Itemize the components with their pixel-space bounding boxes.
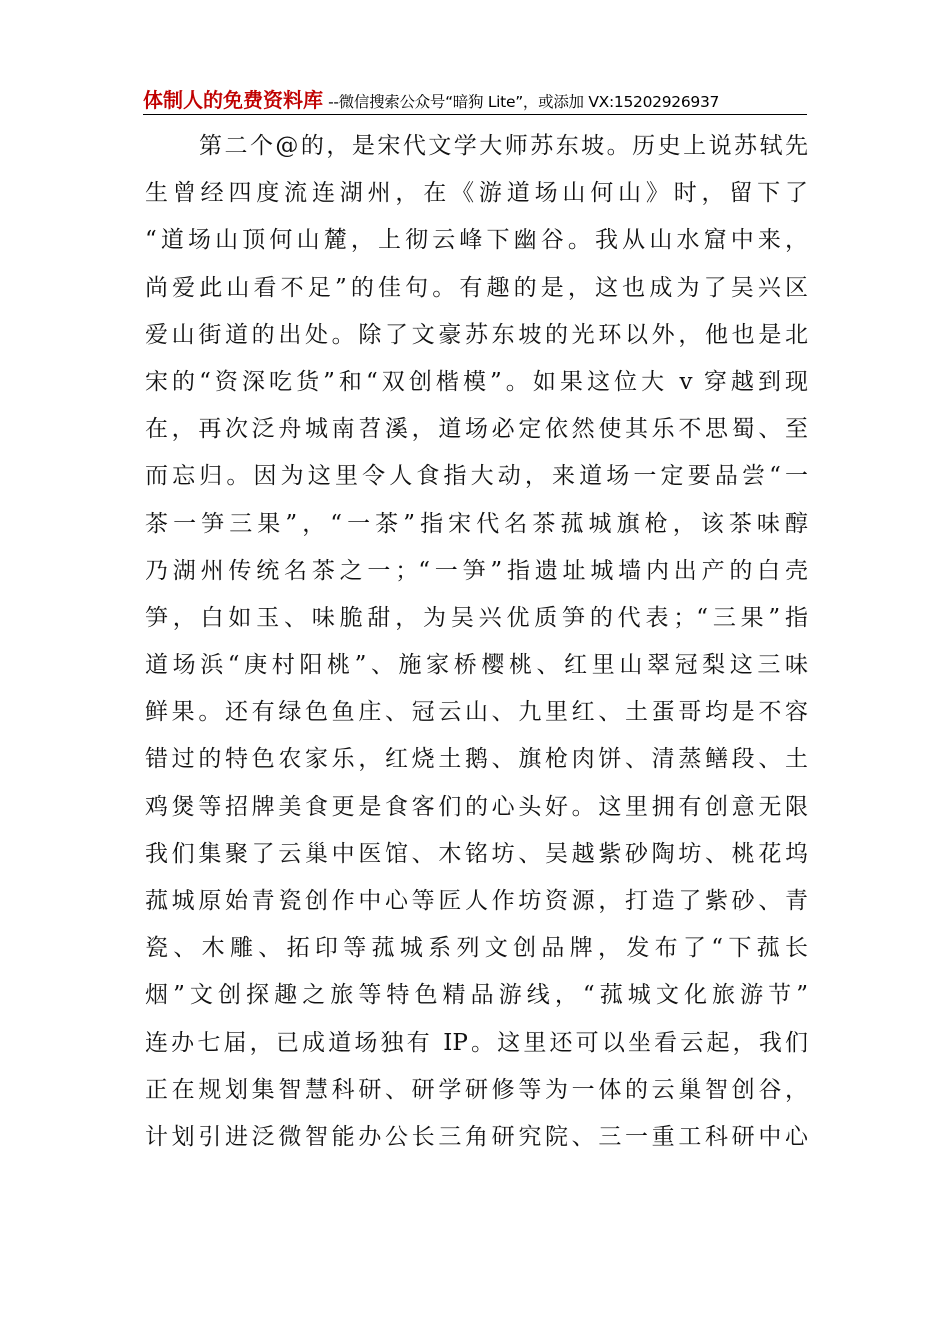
paragraph-line: 在，再次泛舟城南苕溪，道场必定依然使其乐不思蜀、至 (145, 416, 808, 443)
paragraph-line: 鸡煲等招牌美食更是食客们的心头好。这里拥有创意无限 (145, 793, 808, 820)
paragraph-line: 菰城原始青瓷创作中心等匠人作坊资源，打造了紫砂、青 (145, 888, 808, 914)
header-brand: 体制人的免费资料库 (143, 88, 323, 112)
header-divider (143, 114, 807, 115)
paragraph-line: 瓷、木雕、拓印等菰城系列文创品牌，发布了“下菰长 (145, 935, 808, 962)
header-note: --微信搜索公众号“暗狗 Lite”，或添加 VX:15202926937 (328, 93, 720, 111)
paragraph-line: 尚爱此山看不足”的佳句。有趣的是，这也成为了吴兴区 (145, 274, 808, 301)
body-text (145, 123, 808, 1183)
page-header (143, 84, 807, 114)
paragraph-line: 爱山街道的出处。除了文豪苏东坡的光环以外，他也是北 (145, 321, 808, 348)
paragraph-line: 我们集聚了云巢中医馆、木铭坊、吴越紫砂陶坊、桃花坞 (145, 840, 808, 867)
paragraph-line: 笋，白如玉、味脆甜，为吴兴优质笋的代表；“三果”指 (145, 604, 808, 631)
paragraph-line: 计划引进泛微智能办公长三角研究院、三一重工科研中心 (145, 1123, 808, 1150)
paragraph-line: 第二个@的，是宋代文学大师苏东坡。历史上说苏轼先 (199, 133, 808, 159)
paragraph-line: 鲜果。还有绿色鱼庄、冠云山、九里红、土蛋哥均是不容 (145, 699, 808, 726)
paragraph-line: 连办七届，已成道场独有 IP。这里还可以坐看云起，我们 (145, 1029, 808, 1056)
paragraph-line: 正在规划集智慧科研、研学研修等为一体的云巢智创谷， (145, 1076, 808, 1103)
paragraph-line: 乃湖州传统名茶之一；“一笋”指遗址城墙内出产的白壳 (145, 557, 808, 584)
paragraph-line: 宋的“资深吃货”和“双创楷模”。如果这位大 v 穿越到现 (145, 368, 808, 395)
paragraph-line: 道场浜“庚村阳桃”、施家桥樱桃、红里山翠冠梨这三味 (145, 652, 808, 679)
paragraph-line: 烟”文创探趣之旅等特色精品游线，“菰城文化旅游节” (145, 982, 808, 1009)
paragraph-line: 而忘归。因为这里令人食指大动，来道场一定要品尝“一 (145, 463, 808, 490)
paragraph-line: 茶一笋三果”，“一茶”指宋代名茶菰城旗枪，该茶味醇 (145, 510, 808, 537)
paragraph-line: 错过的特色农家乐，红烧土鹅、旗枪肉饼、清蒸鳝段、土 (145, 746, 808, 773)
paragraph-line: 生曾经四度流连湖州，在《游道场山何山》时，留下了 (145, 180, 808, 207)
paragraph-line: “道场山顶何山麓，上彻云峰下幽谷。我从山水窟中来， (145, 227, 808, 254)
